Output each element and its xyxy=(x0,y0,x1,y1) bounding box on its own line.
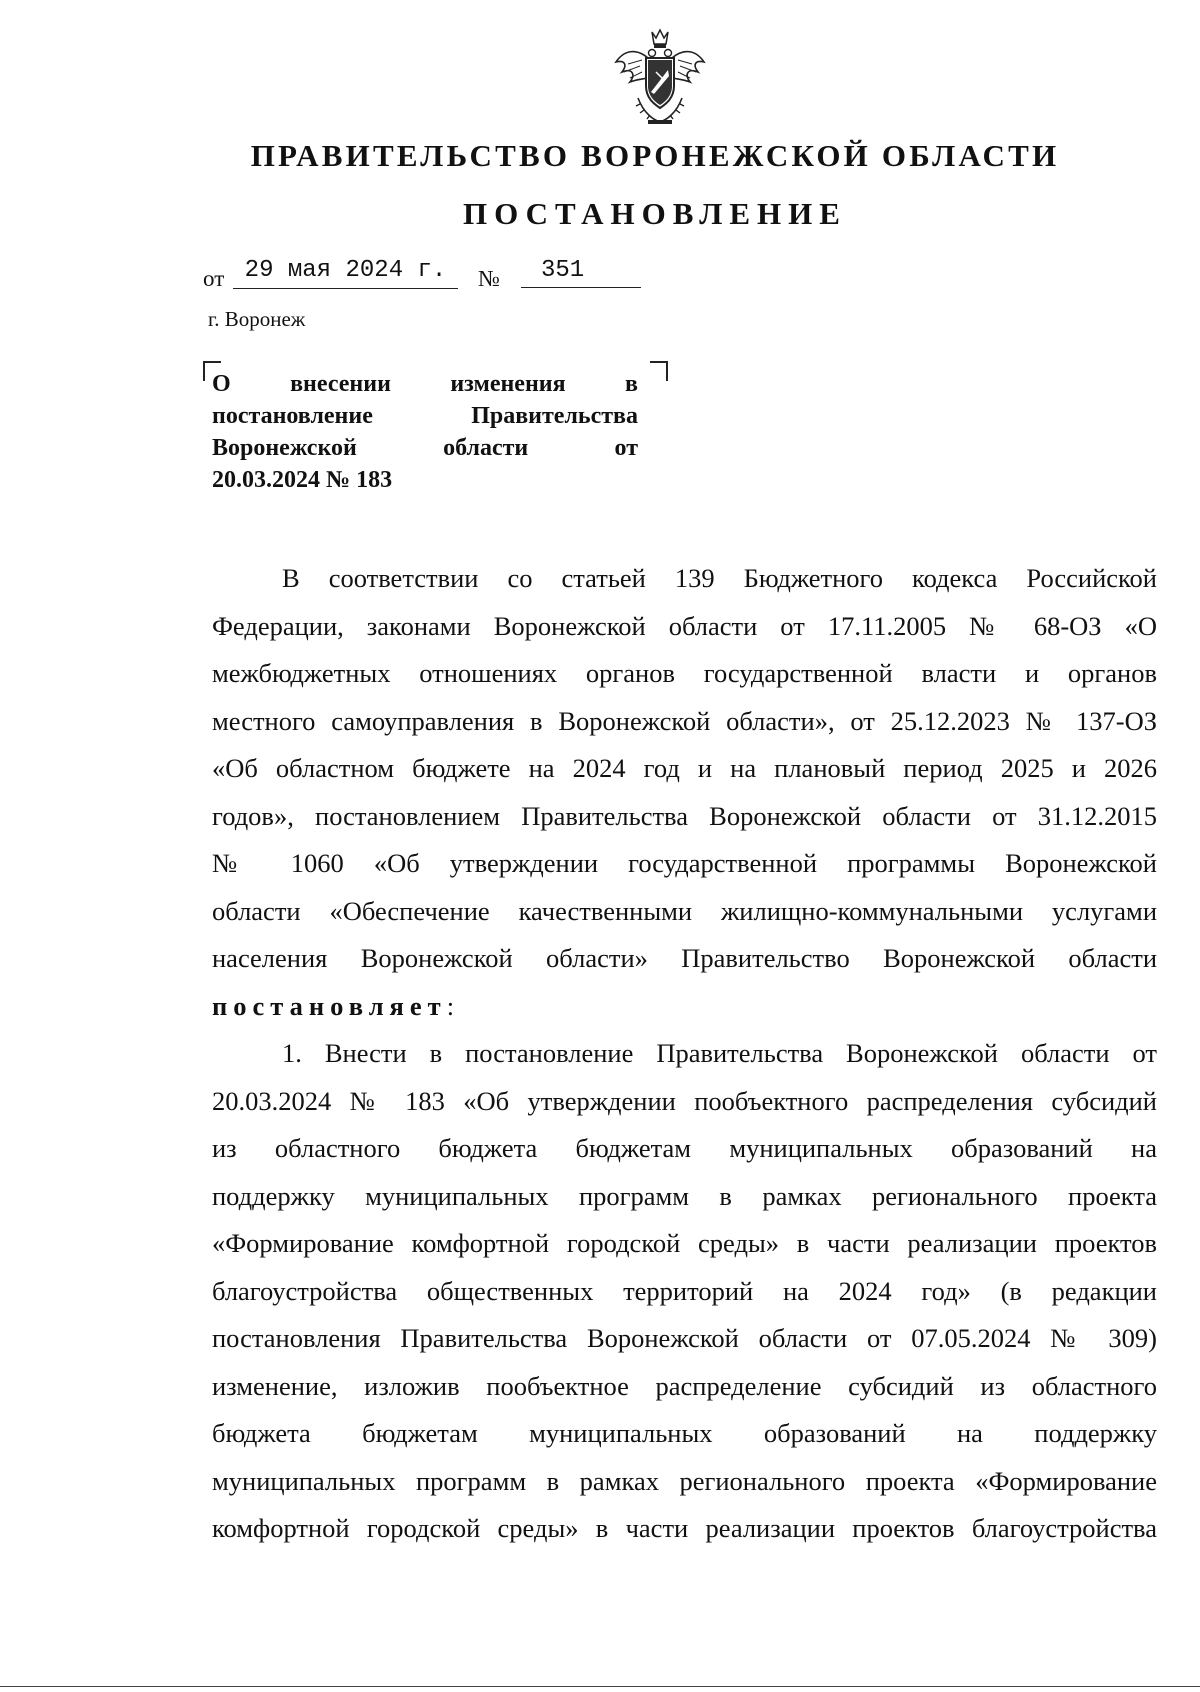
preamble-line: населения Воронежской области» Правительство Воронежской области xyxy=(212,943,1157,973)
coat-of-arms-emblem xyxy=(608,28,712,128)
document-body xyxy=(212,555,1157,1553)
preamble-line: области «Обеспечение качественными жилищно-коммунальными услугами xyxy=(212,895,1157,926)
document-subject xyxy=(212,368,638,496)
point-1-line: из областного бюджета бюджетам муниципальных образований на xyxy=(212,1133,1157,1163)
point-1-line: 1. Внести в постановление Правительства Воронежской области от xyxy=(282,1038,1157,1068)
subject-line: постановление Правительства xyxy=(212,403,638,429)
organization-title: ПРАВИТЕЛЬСТВО ВОРОНЕЖСКОЙ ОБЛАСТИ xyxy=(250,138,1060,173)
point-1-line: комфортной городской среды» в части реализации проектов благоустройства xyxy=(212,1513,1157,1543)
bottom-edge-line xyxy=(0,1686,1200,1687)
document-type-title: ПОСТАНОВЛЕНИЕ xyxy=(463,196,847,231)
date-number-line xyxy=(203,258,663,292)
document-number: 351 xyxy=(521,258,641,288)
point-1-line: благоустройства общественных территорий на 2024 год» (в редакции xyxy=(212,1275,1157,1306)
resolves-colon: : xyxy=(446,990,455,1021)
document-date: 29 мая 2024 г. xyxy=(233,258,458,289)
preamble-line: Федерации, законами Воронежской области от 17.11.2005 № 68-ОЗ «О xyxy=(212,610,1157,641)
preamble-line: годов», постановлением Правительства Воронежской области от 31.12.2015 xyxy=(212,800,1157,831)
preamble-line: местного самоуправления в Воронежской области», от 25.12.2023 № 137-ОЗ xyxy=(212,705,1157,736)
point-1-line: «Формирование комфортной городской среды» в части реализации проектов xyxy=(212,1228,1157,1258)
point-1-line: изменение, изложив пообъектное распределение субсидий из областного xyxy=(212,1370,1157,1401)
subject-line: 20.03.2024 № 183 xyxy=(212,467,393,493)
date-prefix: от xyxy=(203,266,225,291)
point-1-line: постановления Правительства Воронежской области от 07.05.2024 № 309) xyxy=(212,1323,1157,1353)
point-1-line: 20.03.2024 № 183 «Об утверждении пообъектного распределения субсидий xyxy=(212,1085,1157,1116)
preamble-line: межбюджетных отношениях органов государственной власти и органов xyxy=(212,658,1157,688)
subject-line: Воронежской области от xyxy=(212,435,638,461)
point-1-line: бюджета бюджетам муниципальных образований на поддержку xyxy=(212,1418,1157,1448)
resolves-line xyxy=(212,983,1157,1031)
subject-line: О внесении изменения в xyxy=(212,371,638,397)
point-1-line: поддержку муниципальных программ в рамках регионального проекта xyxy=(212,1180,1157,1211)
subject-corner-right xyxy=(650,361,668,381)
city-name: г. Воронеж xyxy=(208,307,306,331)
number-sign: № xyxy=(478,266,500,291)
preamble-line: В соответствии со статьей 139 Бюджетного кодекса Российской xyxy=(282,563,1157,593)
preamble-line: «Об областном бюджете на 2024 год и на плановый период 2025 и 2026 xyxy=(212,753,1157,783)
resolves-word: постановляет xyxy=(212,990,447,1021)
point-1-line: муниципальных программ в рамках регионального проекта «Формирование xyxy=(212,1465,1157,1496)
preamble-line: № 1060 «Об утверждении государственной программы Воронежской xyxy=(212,848,1157,878)
